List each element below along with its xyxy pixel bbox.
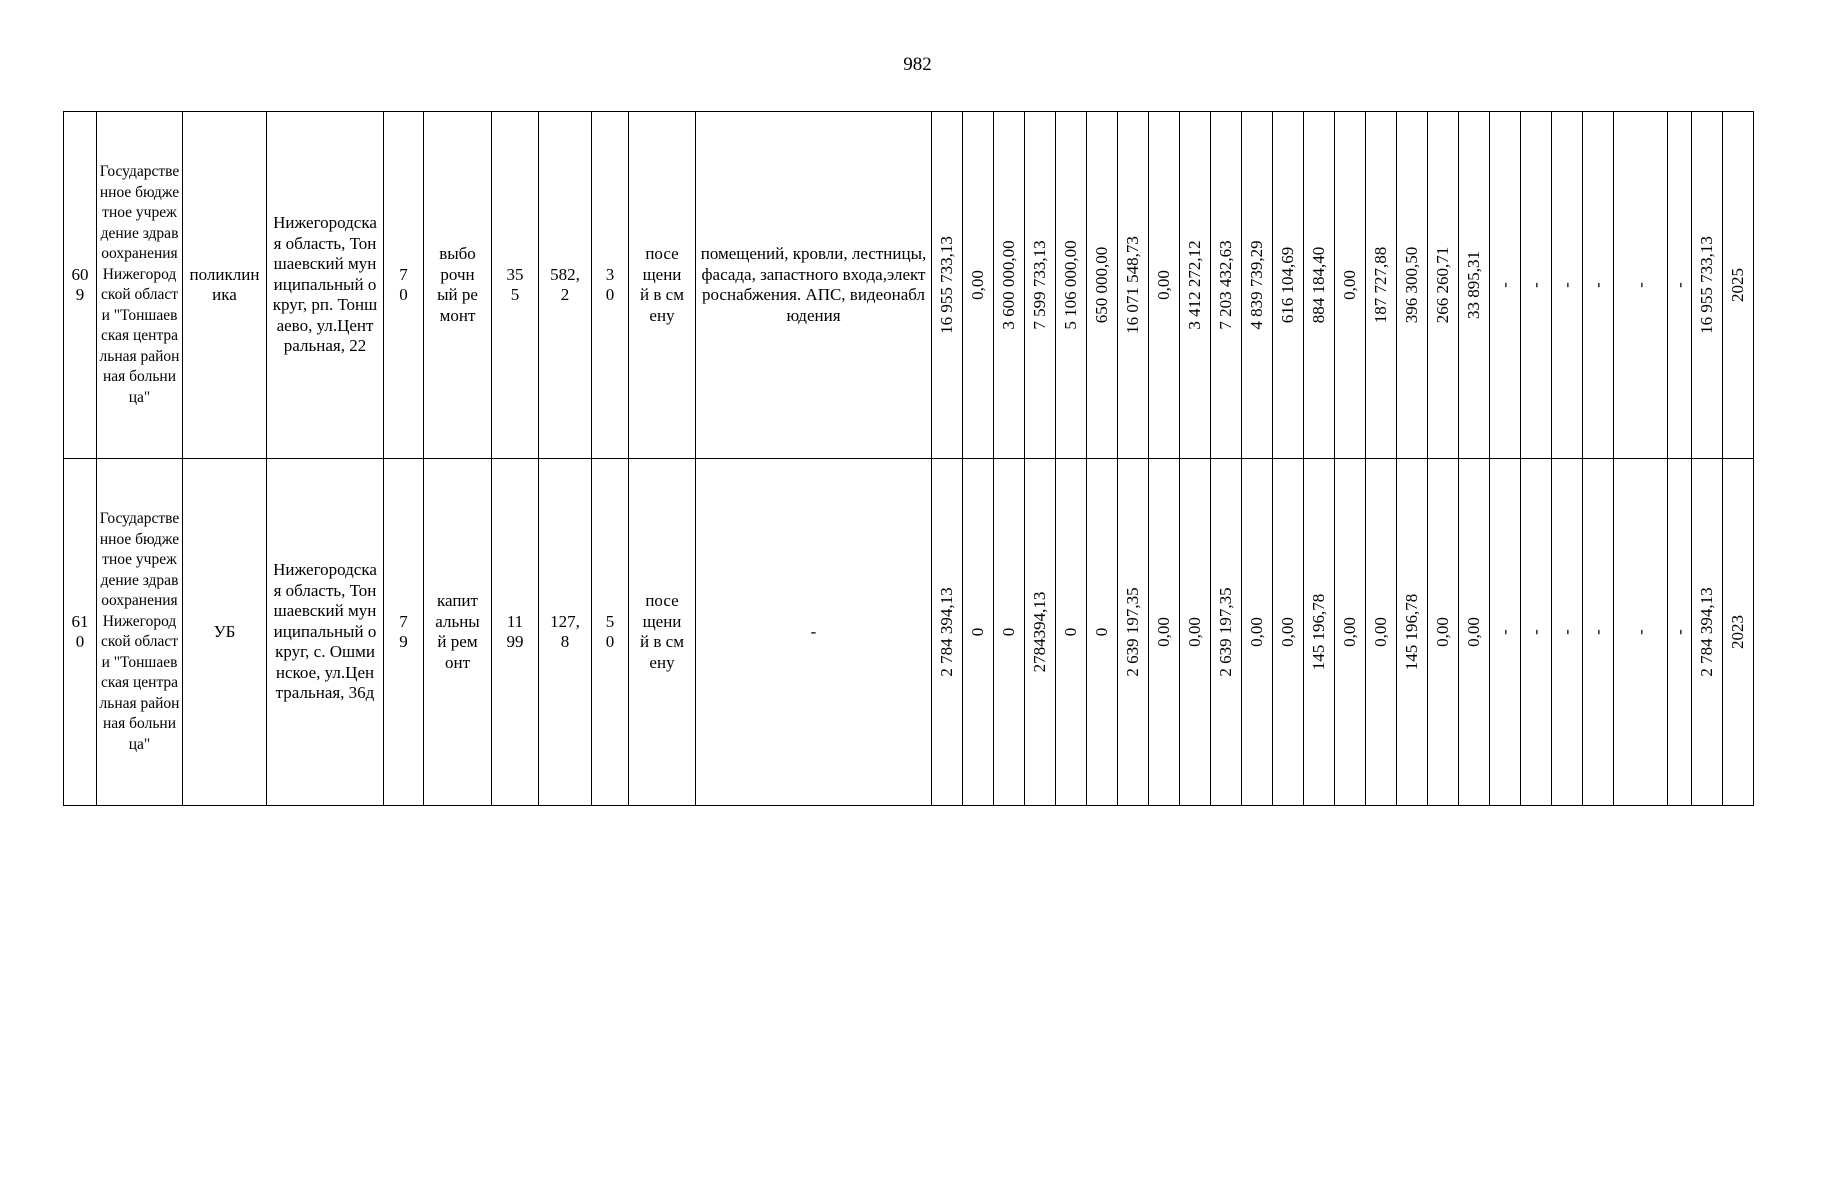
value-text: 0 [1092,627,1111,637]
value-text: - [1557,629,1576,635]
value-cell [1583,459,1614,806]
object-type: УБ [213,621,236,641]
value-text: 7 599 733,13 [1030,240,1049,330]
value-text: 2 639 197,35 [1216,587,1235,677]
value-cell [1583,112,1614,459]
organization-name: Государственное бюджетное учреждение здравоохранения Нижегородской области "Тоншаевская центральная районная больница" [99,510,180,753]
value-cell [1118,112,1149,459]
value-cell [1552,112,1583,459]
value-cell [1025,459,1056,806]
value-cell [1668,112,1692,459]
table-row [64,112,1754,459]
value-cell [1692,112,1723,459]
value-text: 4 839 739,29 [1247,240,1266,330]
work-type: выборочный ремонт [437,244,478,325]
register-table [63,111,1754,806]
value-text: 0,00 [1154,617,1173,647]
value-cell [1614,112,1668,459]
value-cell [1211,112,1242,459]
value-text: - [1526,629,1545,635]
value-cell [1397,112,1428,459]
cell-col4: 70 [399,264,408,304]
value-text: 0,00 [968,270,987,300]
value-cell [1056,112,1087,459]
object-address: Нижегородская область, Тоншаевский муниципальный округ, с. Ошминское, ул.Центральная, 36д [273,560,377,703]
capacity-unit: посещений в смену [640,591,684,672]
value-cell [932,459,963,806]
value-text: - [1495,282,1514,288]
value-cell [1118,459,1149,806]
value-text: 2 639 197,35 [1123,587,1142,677]
value-text: 187 727,88 [1371,246,1390,324]
value-text: 3 600 000,00 [999,240,1018,330]
value-text: 2025 [1728,268,1747,302]
value-text: 616 104,69 [1278,246,1297,324]
value-cell [1304,459,1335,806]
value-text: 3 412 272,12 [1185,240,1204,330]
value-cell [932,112,963,459]
page-number: 982 [903,54,932,75]
value-cell [1692,459,1723,806]
value-text: 396 300,50 [1402,246,1421,324]
value-cell [1335,459,1366,806]
value-cell [1149,112,1180,459]
value-text: - [1588,629,1607,635]
value-cell [1723,112,1754,459]
value-cell [963,112,994,459]
value-text: 0,00 [1278,617,1297,647]
value-cell [1180,459,1211,806]
cell-col6: 355 [506,264,524,304]
value-cell [1614,459,1668,806]
value-text: 884 184,40 [1309,246,1328,324]
value-text: - [1630,282,1650,288]
value-cell [1490,112,1521,459]
value-text: 0,00 [1464,617,1483,647]
value-text: - [1630,629,1650,635]
value-cell [1366,459,1397,806]
value-cell [1397,459,1428,806]
value-cell [994,459,1025,806]
value-text: 0,00 [1340,270,1359,300]
value-text: 33 895,31 [1464,251,1483,319]
value-text: 0,00 [1371,617,1390,647]
cell-col8: 30 [605,264,615,304]
value-text: 0,00 [1154,270,1173,300]
value-cell [1552,459,1583,806]
cell-col8: 50 [605,611,615,651]
value-text: 2 784 394,13 [1697,587,1716,677]
value-cell [1087,112,1118,459]
value-cell [1087,459,1118,806]
value-text: 266 260,71 [1433,246,1452,324]
value-cell [1273,112,1304,459]
works-description: помещений, кровли, лестницы, фасада, запастного входа,электроснабжения. АПС, видеонаблюдения [700,244,927,325]
value-cell [1428,112,1459,459]
value-cell [1459,112,1490,459]
value-text: 0,00 [1340,617,1359,647]
value-cell [1211,459,1242,806]
value-text: 16 955 733,13 [1697,236,1716,334]
value-cell [963,459,994,806]
value-text: 2784394,13 [1030,591,1049,673]
value-text: 145 196,78 [1402,593,1421,671]
value-cell [1242,112,1273,459]
cell-col4: 79 [399,611,408,651]
value-cell [1521,459,1552,806]
value-cell [1304,112,1335,459]
object-type: поликлиника [189,264,260,304]
value-cell [1459,459,1490,806]
value-text: 0 [1061,627,1080,637]
value-text: - [1526,282,1545,288]
value-text: - [1495,629,1514,635]
value-text: 16 071 548,73 [1123,236,1142,334]
table-body [64,112,1754,806]
value-text: - [1588,282,1607,288]
value-text: 0,00 [1433,617,1452,647]
organization-name: Государственное бюджетное учреждение здравоохранения Нижегородской области "Тоншаевская центральная районная больница" [99,163,180,406]
cell-col6: 1199 [506,611,524,651]
value-cell [1025,112,1056,459]
value-cell [1242,459,1273,806]
value-text: 2 784 394,13 [937,587,956,677]
value-text: 7 203 432,63 [1216,240,1235,330]
value-text: 16 955 733,13 [937,236,956,334]
value-text: 0,00 [1247,617,1266,647]
work-type: капитальный ремонт [435,591,480,672]
cell-col7: 582,2 [550,264,580,304]
value-cell [994,112,1025,459]
value-text: - [1557,282,1576,288]
value-text: 2023 [1728,615,1747,649]
value-cell [1521,112,1552,459]
value-text: 0,00 [1185,617,1204,647]
value-text: 145 196,78 [1309,593,1328,671]
works-description: - [810,621,817,641]
value-cell [1335,112,1366,459]
value-text: - [1669,282,1689,288]
row-number: 609 [71,264,89,304]
value-cell [1490,459,1521,806]
value-cell [1366,112,1397,459]
value-cell [1180,112,1211,459]
capacity-unit: посещений в смену [640,244,684,325]
row-number: 610 [71,611,89,651]
cell-col7: 127,8 [550,611,580,651]
value-text: - [1669,629,1689,635]
value-cell [1273,459,1304,806]
value-cell [1056,459,1087,806]
value-text: 0 [999,627,1018,637]
value-cell [1668,459,1692,806]
value-cell [1428,459,1459,806]
object-address: Нижегородская область, Тоншаевский муниципальный округ, рп. Тоншаево, ул.Центральная, 22 [272,213,378,356]
value-text: 0 [968,627,987,637]
value-text: 650 000,00 [1092,246,1111,324]
value-cell [1149,459,1180,806]
value-cell [1723,459,1754,806]
table-row [64,459,1754,806]
value-text: 5 106 000,00 [1061,240,1080,330]
